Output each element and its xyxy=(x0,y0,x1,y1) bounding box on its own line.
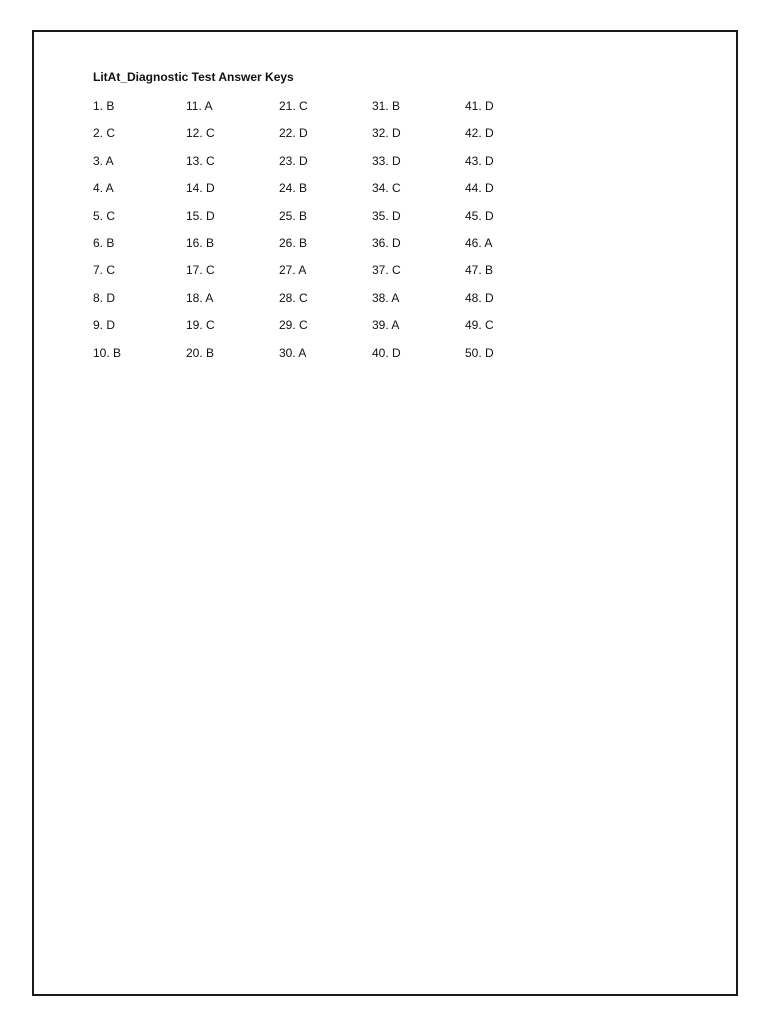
answer-item: 48. D xyxy=(465,290,494,305)
answer-item: 40. D xyxy=(372,345,401,360)
answer-item: 20. B xyxy=(186,345,215,360)
answer-item: 41. D xyxy=(465,99,494,113)
answer-item: 17. C xyxy=(186,263,215,278)
answer-item: 8. D xyxy=(93,290,116,305)
answer-item: 24. B xyxy=(279,181,308,196)
answer-item: 33. D xyxy=(372,153,401,168)
answer-item: 18. A xyxy=(186,290,214,305)
answer-item: 37. C xyxy=(372,263,401,278)
answer-item: 27. A xyxy=(279,263,307,278)
answer-item: 29. C xyxy=(279,318,308,333)
answer-item: 47. B xyxy=(465,263,494,278)
answer-item: 14. D xyxy=(186,181,215,196)
answer-item: 46. A xyxy=(465,235,493,250)
answer-item: 2. C xyxy=(93,126,116,141)
answer-item: 39. A xyxy=(372,318,400,333)
document-page xyxy=(32,30,738,996)
answer-item: 7. C xyxy=(93,263,116,278)
answer-item: 21. C xyxy=(279,99,308,113)
answer-item: 30. A xyxy=(279,345,307,360)
answer-item: 6. B xyxy=(93,235,115,250)
answer-item: 9. D xyxy=(93,318,116,333)
answer-item: 32. D xyxy=(372,126,401,141)
answer-item: 31. B xyxy=(372,99,401,113)
answer-item: 22. D xyxy=(279,126,308,141)
answer-item: 45. D xyxy=(465,208,494,223)
answer-item: 50. D xyxy=(465,345,494,360)
answer-item: 38. A xyxy=(372,290,400,305)
answer-item: 28. C xyxy=(279,290,308,305)
answer-item: 3. A xyxy=(93,153,114,168)
answer-item: 16. B xyxy=(186,235,215,250)
answer-item: 42. D xyxy=(465,126,494,141)
answer-item: 1. B xyxy=(93,99,115,113)
answer-item: 25. B xyxy=(279,208,308,223)
answer-item: 43. D xyxy=(465,153,494,168)
answer-item: 49. C xyxy=(465,318,494,333)
answer-item: 5. C xyxy=(93,208,116,223)
answer-item: 26. B xyxy=(279,235,308,250)
answer-item: 15. D xyxy=(186,208,215,223)
answer-item: 34. C xyxy=(372,181,401,196)
answer-item: 19. C xyxy=(186,318,215,333)
answer-item: 12. C xyxy=(186,126,215,141)
answer-item: 13. C xyxy=(186,153,215,168)
answer-item: 36. D xyxy=(372,235,401,250)
answer-item: 11. A xyxy=(186,99,213,113)
document-title: LitAt_Diagnostic Test Answer Keys xyxy=(93,70,294,84)
answer-item: 10. B xyxy=(93,345,122,360)
answer-key-grid xyxy=(93,98,558,372)
answer-item: 4. A xyxy=(93,181,114,196)
answer-item: 44. D xyxy=(465,181,494,196)
answer-item: 23. D xyxy=(279,153,308,168)
answer-item: 35. D xyxy=(372,208,401,223)
